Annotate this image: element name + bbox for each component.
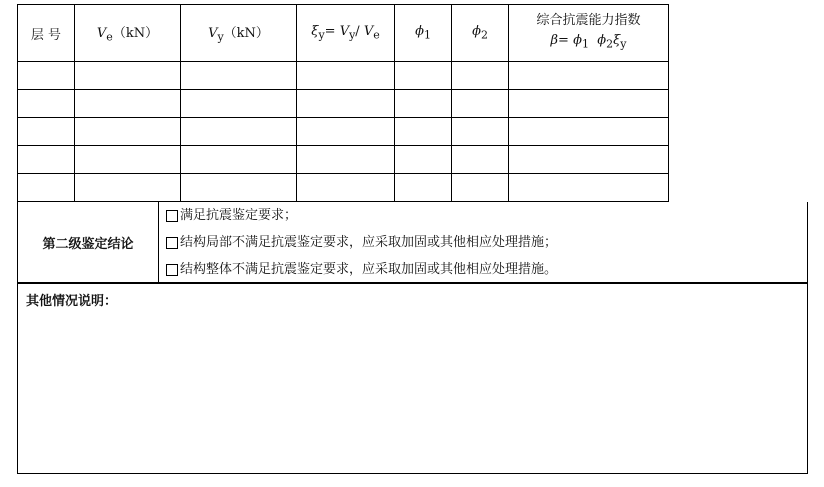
table-cell[interactable] bbox=[75, 146, 181, 174]
table-row bbox=[18, 62, 669, 90]
option-partial-fail[interactable] bbox=[166, 229, 807, 256]
table-cell[interactable] bbox=[509, 90, 669, 118]
phi1-subscript: 1 bbox=[423, 28, 431, 42]
index-phi1-subscript: 1 bbox=[581, 37, 589, 51]
ve-symbol: V bbox=[96, 26, 107, 42]
option-label: 满足抗震鉴定要求； bbox=[180, 208, 298, 223]
xi-ve-symbol: V bbox=[363, 24, 374, 40]
checkbox-icon[interactable] bbox=[166, 210, 178, 222]
table-row bbox=[18, 174, 669, 202]
index-phi2-symbol: ϕ bbox=[597, 33, 607, 49]
xi-vy-subscript: y bbox=[349, 28, 356, 42]
option-overall-fail[interactable] bbox=[166, 256, 807, 283]
xi-slash: / bbox=[355, 24, 364, 40]
ve-unit: （kN） bbox=[112, 26, 159, 42]
index-phi2-subscript: 2 bbox=[606, 37, 614, 51]
vy-subscript: y bbox=[217, 30, 224, 44]
option-meets-requirements[interactable] bbox=[166, 202, 807, 229]
table-cell[interactable] bbox=[181, 62, 297, 90]
table-cell[interactable] bbox=[18, 146, 75, 174]
table-cell[interactable] bbox=[75, 90, 181, 118]
table-cell[interactable] bbox=[395, 146, 452, 174]
vy-symbol: V bbox=[208, 26, 218, 42]
other-notes-label: 其他情况说明： bbox=[26, 294, 118, 309]
table-cell[interactable] bbox=[18, 118, 75, 146]
seismic-index-table bbox=[17, 4, 669, 202]
table-cell[interactable] bbox=[395, 118, 452, 146]
table-cell[interactable] bbox=[181, 146, 297, 174]
table-cell[interactable] bbox=[18, 174, 75, 202]
phi1-symbol: ϕ bbox=[415, 24, 424, 40]
table-header-row bbox=[18, 5, 669, 62]
table-cell[interactable] bbox=[181, 90, 297, 118]
index-phi1-symbol: ϕ bbox=[573, 33, 582, 49]
table-cell[interactable] bbox=[452, 62, 509, 90]
table-cell[interactable] bbox=[181, 174, 297, 202]
table-cell[interactable] bbox=[452, 90, 509, 118]
checkbox-icon[interactable] bbox=[166, 264, 178, 276]
checkbox-icon[interactable] bbox=[166, 237, 178, 249]
header-floor-label: 层 号 bbox=[30, 27, 62, 43]
option-label: 结构局部不满足抗震鉴定要求，应采取加固或其他相应处理措施； bbox=[180, 235, 558, 250]
table-cell[interactable] bbox=[509, 118, 669, 146]
table-cell[interactable] bbox=[297, 174, 395, 202]
table-row bbox=[18, 146, 669, 174]
table-cell[interactable] bbox=[75, 118, 181, 146]
table-cell[interactable] bbox=[509, 62, 669, 90]
other-notes-box[interactable] bbox=[17, 283, 808, 474]
beta-symbol: β bbox=[550, 33, 559, 49]
table-row bbox=[18, 118, 669, 146]
header-xi bbox=[297, 5, 395, 62]
vy-unit: （kN） bbox=[223, 26, 269, 42]
phi2-subscript: 2 bbox=[480, 28, 488, 42]
table-cell[interactable] bbox=[395, 62, 452, 90]
table-cell[interactable] bbox=[395, 90, 452, 118]
header-vy bbox=[181, 5, 297, 62]
ve-subscript: e bbox=[106, 30, 113, 44]
table-cell[interactable] bbox=[509, 146, 669, 174]
index-xi-subscript: y bbox=[620, 37, 627, 51]
xi-vy-symbol: V bbox=[339, 24, 350, 40]
table-cell[interactable] bbox=[452, 174, 509, 202]
table-row bbox=[18, 90, 669, 118]
index-xi-symbol: ξ bbox=[613, 33, 621, 49]
table-cell[interactable] bbox=[452, 118, 509, 146]
table-cell[interactable] bbox=[452, 146, 509, 174]
header-floor bbox=[18, 5, 75, 62]
table-cell[interactable] bbox=[18, 90, 75, 118]
table-cell[interactable] bbox=[75, 174, 181, 202]
header-ve bbox=[75, 5, 181, 62]
xi-ve-subscript: e bbox=[373, 28, 380, 42]
table-cell[interactable] bbox=[18, 62, 75, 90]
table-cell[interactable] bbox=[297, 146, 395, 174]
header-phi2 bbox=[452, 5, 509, 62]
xi-subscript: y bbox=[318, 28, 325, 42]
table-cell[interactable] bbox=[395, 174, 452, 202]
index-title: 综合抗震能力指数 bbox=[536, 13, 641, 29]
conclusion-label: 第二级鉴定结论 bbox=[18, 202, 159, 282]
index-equals: = bbox=[558, 33, 574, 49]
table-cell[interactable] bbox=[297, 90, 395, 118]
table-cell[interactable] bbox=[297, 118, 395, 146]
option-label: 结构整体不满足抗震鉴定要求，应采取加固或其他相应处理措施。 bbox=[180, 262, 558, 277]
xi-symbol: ξ bbox=[311, 24, 319, 40]
second-level-conclusion bbox=[17, 202, 808, 283]
table-cell[interactable] bbox=[181, 118, 297, 146]
header-index bbox=[509, 5, 669, 62]
table-cell[interactable] bbox=[297, 62, 395, 90]
xi-equals: = bbox=[324, 24, 340, 40]
table-cell[interactable] bbox=[75, 62, 181, 90]
table-cell[interactable] bbox=[509, 174, 669, 202]
header-phi1 bbox=[395, 5, 452, 62]
index-formula bbox=[509, 31, 668, 55]
conclusion-options bbox=[166, 202, 807, 283]
phi2-symbol: ϕ bbox=[472, 24, 481, 40]
